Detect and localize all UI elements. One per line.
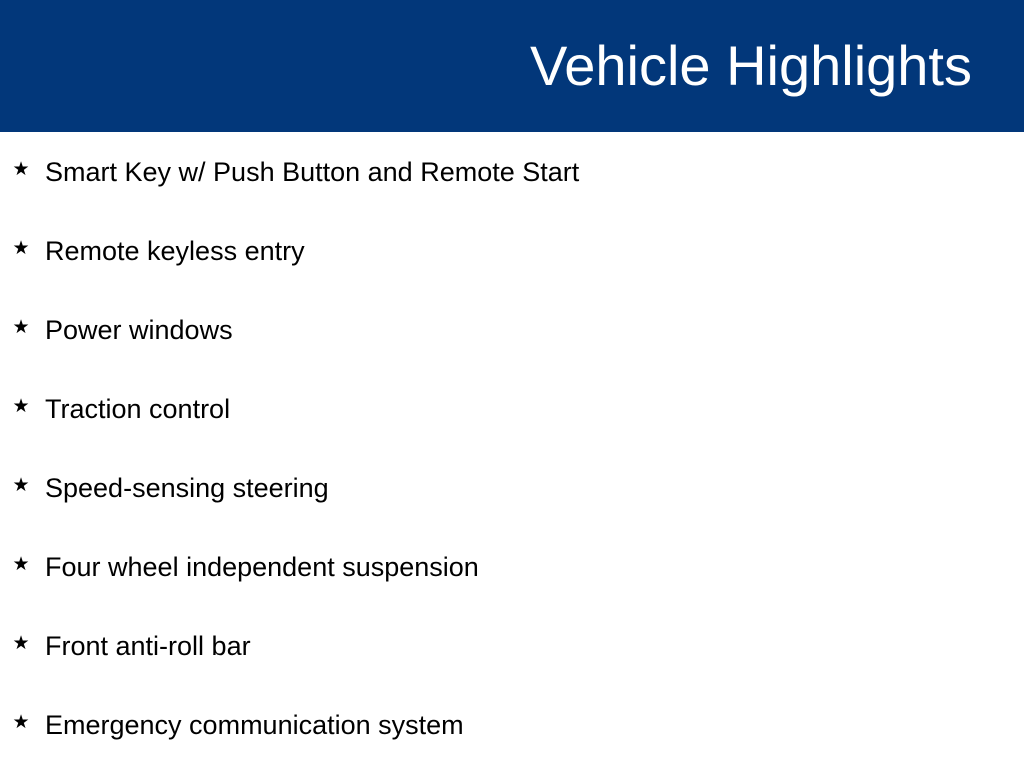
feature-label: Smart Key w/ Push Button and Remote Start — [45, 157, 580, 187]
list-item — [0, 468, 1024, 547]
page-title: Vehicle Highlights — [529, 34, 972, 97]
list-item — [0, 705, 1024, 784]
feature-label: Emergency communication system — [45, 710, 464, 740]
feature-label: Traction control — [45, 394, 231, 424]
feature-label: Power windows — [45, 315, 233, 345]
list-item — [0, 152, 1024, 231]
feature-list — [0, 152, 1024, 784]
list-item — [0, 310, 1024, 389]
list-item — [0, 626, 1024, 705]
star-bullet-icon: ★ — [12, 633, 30, 654]
star-bullet-icon: ★ — [12, 554, 30, 575]
star-bullet-icon: ★ — [12, 712, 30, 733]
list-item — [0, 231, 1024, 310]
star-bullet-icon: ★ — [12, 317, 30, 338]
star-bullet-icon: ★ — [12, 475, 30, 496]
title-banner — [0, 0, 1024, 132]
feature-label: Front anti-roll bar — [45, 631, 251, 661]
list-item — [0, 389, 1024, 468]
star-bullet-icon: ★ — [12, 159, 30, 180]
list-item — [0, 547, 1024, 626]
star-bullet-icon: ★ — [12, 396, 30, 417]
feature-label: Remote keyless entry — [45, 236, 305, 266]
star-bullet-icon: ★ — [12, 238, 30, 259]
feature-label: Four wheel independent suspension — [45, 552, 479, 582]
feature-label: Speed-sensing steering — [45, 473, 329, 503]
